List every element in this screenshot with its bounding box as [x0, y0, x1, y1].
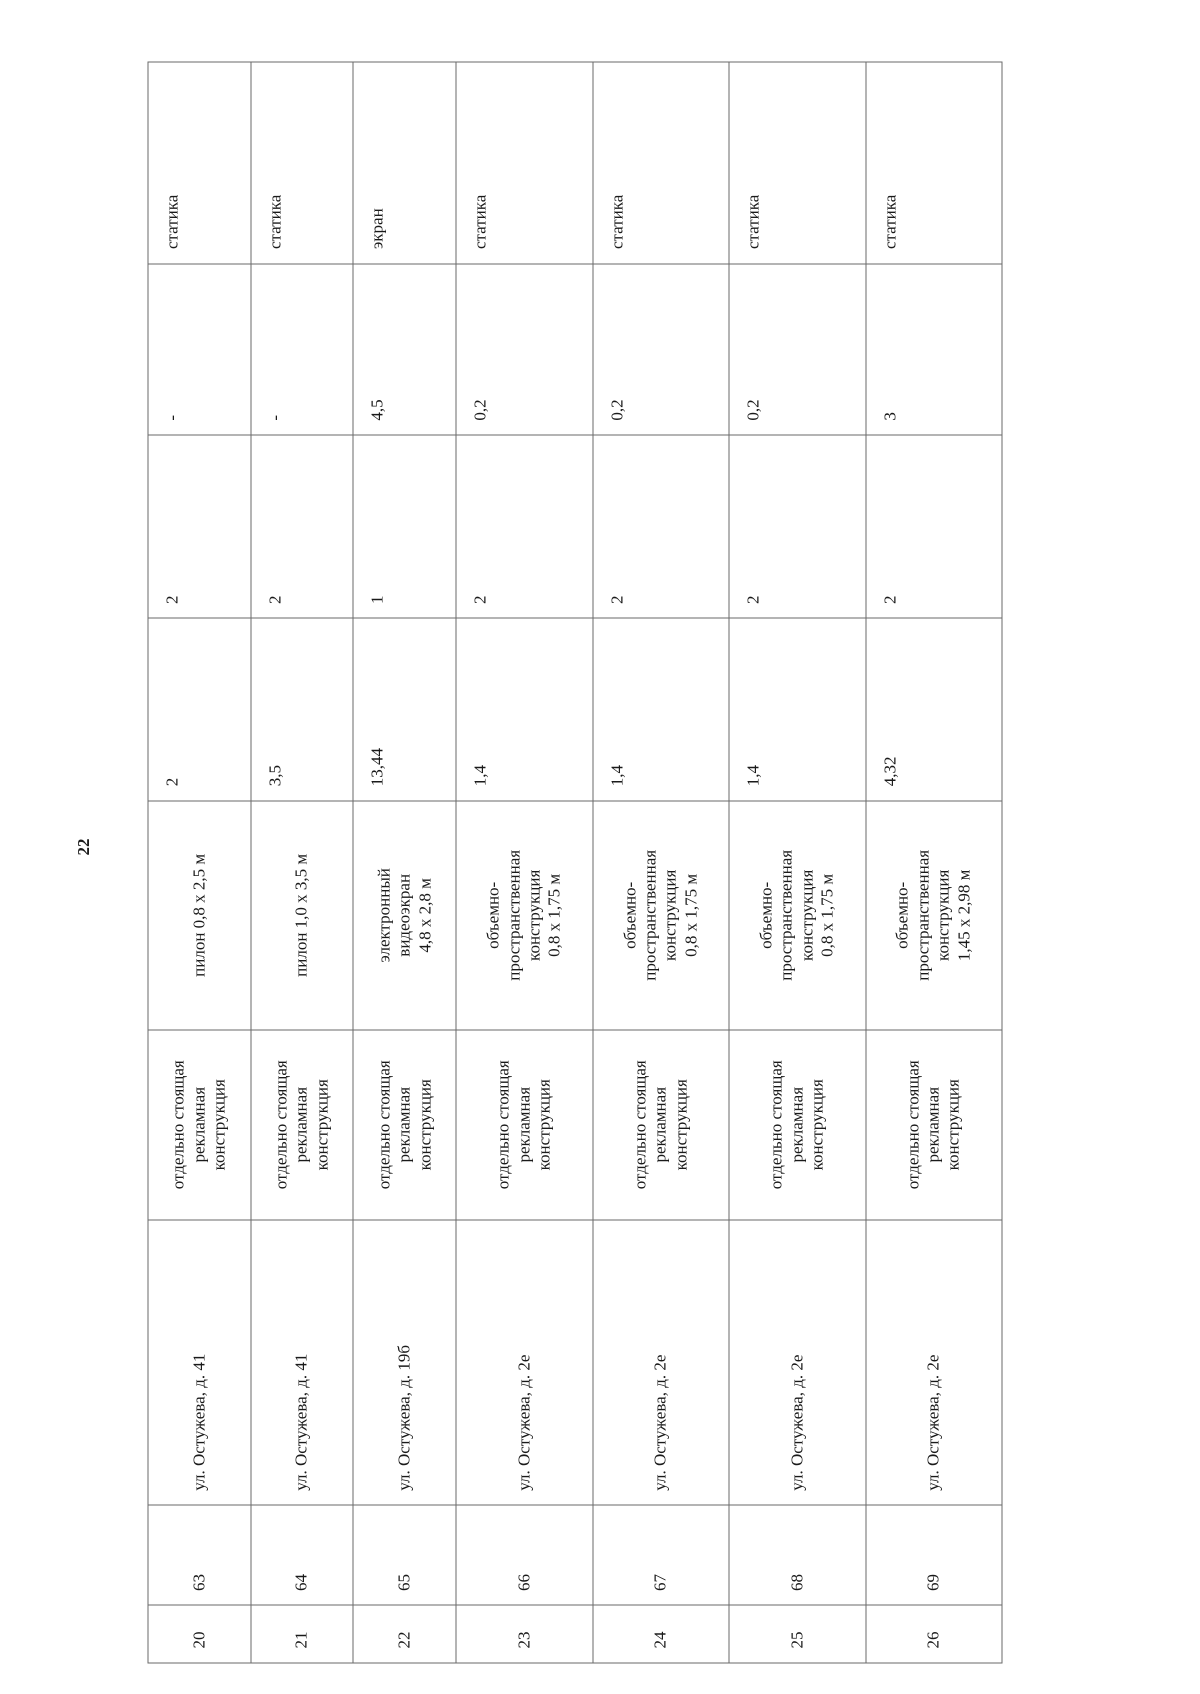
cell-sides: 2: [866, 435, 1002, 618]
cell-structure-id: 68: [729, 1505, 865, 1605]
cell-row-number: 26: [866, 1605, 1002, 1663]
cell-structure-type: отдельно стоящая рекламная конструкция: [729, 1029, 865, 1219]
cell-area: 13,44: [353, 618, 456, 800]
cell-power: -: [148, 263, 251, 435]
cell-row-number: 21: [251, 1605, 354, 1663]
cell-display-mode: экран: [353, 62, 456, 264]
cell-structure-id: 64: [251, 1505, 354, 1605]
cell-address: ул. Остужева, д. 2е: [729, 1219, 865, 1505]
cell-area: 1,4: [729, 618, 865, 800]
cell-power: 0,2: [456, 263, 592, 435]
cell-structure-id: 67: [593, 1505, 729, 1605]
cell-power: 3: [866, 263, 1002, 435]
cell-structure-id: 69: [866, 1505, 1002, 1605]
cell-display-mode: статика: [593, 62, 729, 264]
cell-specification: объемно- пространственная конструкция 0,8 х 1,75 м: [593, 800, 729, 1029]
cell-structure-type: отдельно стоящая рекламная конструкция: [866, 1029, 1002, 1219]
cell-sides: 2: [148, 435, 251, 618]
cell-structure-id: 65: [353, 1505, 456, 1605]
cell-structure-id: 66: [456, 1505, 592, 1605]
cell-sides: 2: [729, 435, 865, 618]
cell-address: ул. Остужева, д. 41: [251, 1219, 354, 1505]
table-row: [866, 62, 1002, 1663]
cell-specification: пилон 0,8 х 2,5 м: [148, 800, 251, 1029]
cell-structure-type: отдельно стоящая рекламная конструкция: [593, 1029, 729, 1219]
cell-address: ул. Остужева, д. 2е: [866, 1219, 1002, 1505]
table-row: [456, 62, 592, 1663]
table-row: [729, 62, 865, 1663]
cell-display-mode: статика: [251, 62, 354, 264]
table-row: [251, 62, 354, 1663]
cell-structure-type: отдельно стоящая рекламная конструкция: [148, 1029, 251, 1219]
cell-structure-type: отдельно стоящая рекламная конструкция: [456, 1029, 592, 1219]
cell-sides: 2: [456, 435, 592, 618]
cell-area: 1,4: [593, 618, 729, 800]
cell-row-number: 24: [593, 1605, 729, 1663]
cell-power: 0,2: [729, 263, 865, 435]
cell-display-mode: статика: [456, 62, 592, 264]
cell-area: 2: [148, 618, 251, 800]
cell-row-number: 25: [729, 1605, 865, 1663]
cell-power: 0,2: [593, 263, 729, 435]
table-row: [353, 62, 456, 1663]
cell-sides: 1: [353, 435, 456, 618]
cell-specification: объемно- пространственная конструкция 0,8 х 1,75 м: [729, 800, 865, 1029]
cell-display-mode: статика: [866, 62, 1002, 264]
cell-area: 4,32: [866, 618, 1002, 800]
cell-sides: 2: [593, 435, 729, 618]
cell-structure-id: 63: [148, 1505, 251, 1605]
cell-structure-type: отдельно стоящая рекламная конструкция: [251, 1029, 354, 1219]
rotated-table-container: [148, 61, 1003, 1663]
table-row: [148, 62, 251, 1663]
cell-row-number: 22: [353, 1605, 456, 1663]
cell-power: 4,5: [353, 263, 456, 435]
cell-specification: пилон 1,0 х 3,5 м: [251, 800, 354, 1029]
cell-row-number: 20: [148, 1605, 251, 1663]
table-body: [148, 62, 1002, 1663]
cell-display-mode: статика: [729, 62, 865, 264]
cell-row-number: 23: [456, 1605, 592, 1663]
cell-specification: объемно- пространственная конструкция 0,8 х 1,75 м: [456, 800, 592, 1029]
cell-address: ул. Остужева, д. 2е: [593, 1219, 729, 1505]
table-row: [593, 62, 729, 1663]
cell-address: ул. Остужева, д. 41: [148, 1219, 251, 1505]
cell-power: -: [251, 263, 354, 435]
cell-display-mode: статика: [148, 62, 251, 264]
cell-specification: электронный видеоэкран 4,8 х 2,8 м: [353, 800, 456, 1029]
cell-area: 1,4: [456, 618, 592, 800]
cell-address: ул. Остужева, д. 2е: [456, 1219, 592, 1505]
advertising-structures-table: [148, 61, 1003, 1663]
cell-address: ул. Остужева, д. 19б: [353, 1219, 456, 1505]
cell-specification: объемно- пространственная конструкция 1,45 х 2,98 м: [866, 800, 1002, 1029]
cell-structure-type: отдельно стоящая рекламная конструкция: [353, 1029, 456, 1219]
page-number: 22: [74, 838, 93, 856]
cell-sides: 2: [251, 435, 354, 618]
cell-area: 3,5: [251, 618, 354, 800]
